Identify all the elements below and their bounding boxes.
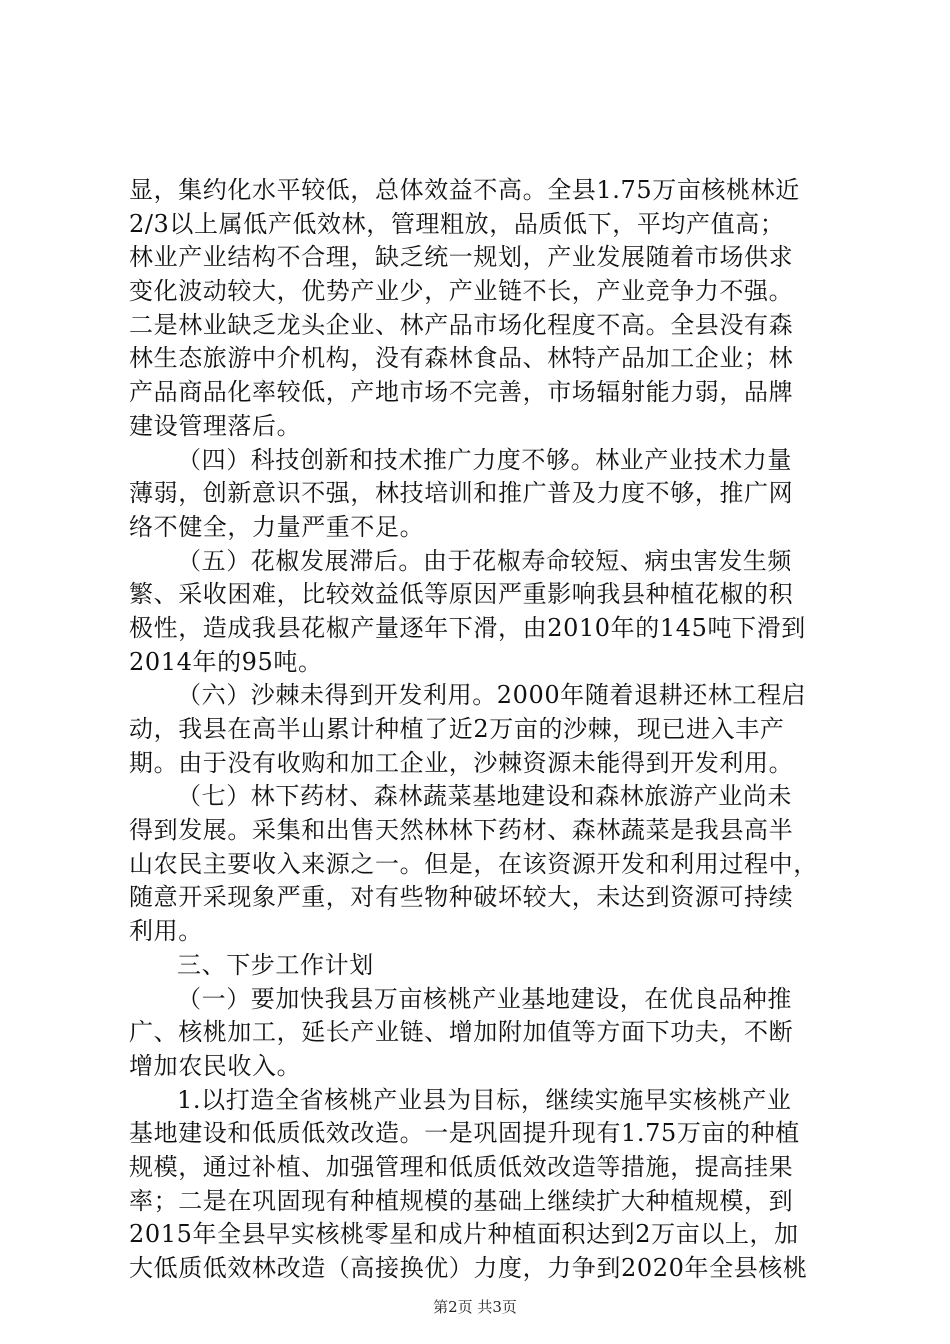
text-line: 变化波动较大，优势产业少，产业链不长，产业竞争力不强。 bbox=[129, 277, 794, 306]
text-line: 山农民主要收入来源之一。但是，在该资源开发和利用过程中， bbox=[129, 849, 818, 878]
text-line: 基地建设和低质低效改造。一是巩固提升现有1.75万亩的种植 bbox=[129, 1119, 800, 1148]
text-line: 络不健全，力量严重不足。 bbox=[129, 512, 425, 541]
document-body bbox=[129, 174, 829, 1286]
text-line: 产品商品化率较低，产地市场不完善，市场辐射能力弱，品牌 bbox=[129, 378, 794, 407]
text-line: 建设管理落后。 bbox=[129, 411, 302, 440]
text-line: 大低质低效林改造（高接换优）力度，力争到2020年全县核桃 bbox=[129, 1254, 808, 1282]
text-line: 动，我县在高半山累计种植了近2万亩的沙棘，现已进入丰产 bbox=[129, 715, 785, 743]
text-line: 显，集约化水平较低，总体效益不高。全县1.75万亩核桃林近 bbox=[129, 176, 800, 204]
text-line: 期。由于没有收购和加工企业，沙棘资源未能得到开发利用。 bbox=[129, 748, 794, 777]
text-line: 林生态旅游中介机构，没有森林食品、林特产品加工企业；林 bbox=[129, 344, 794, 373]
text-line: 二是林业缺乏龙头企业、林产品市场化程度不高。全县没有森 bbox=[129, 310, 794, 339]
text-line: 利用。 bbox=[129, 917, 203, 946]
text-line: 繁、采收困难，比较效益低等原因严重影响我县种植花椒的积 bbox=[129, 580, 794, 609]
text-line: 2014年的95吨。 bbox=[129, 647, 323, 676]
page-footer: 第2页 共3页 bbox=[433, 1298, 517, 1316]
text-line: （一）要加快我县万亩核桃产业基地建设，在优良品种推 bbox=[177, 984, 792, 1013]
text-line: 得到发展。采集和出售天然林林下药材、森林蔬菜是我县高半 bbox=[129, 816, 794, 845]
text-line: 1.以打造全省核桃产业县为目标，继续实施早实核桃产业 bbox=[177, 1085, 792, 1114]
text-line: 极性，造成我县花椒产量逐年下滑，由2010年的145吨下滑到 bbox=[129, 613, 806, 642]
text-line: 2/3以上属低产低效林，管理粗放，品质低下，平均产值高； bbox=[129, 209, 785, 238]
text-line: 2015年全县早实核桃零星和成片种植面积达到2万亩以上，加 bbox=[129, 1220, 799, 1249]
text-line: 薄弱，创新意识不强，林技培训和推广普及力度不够，推广网 bbox=[129, 479, 794, 508]
text-line: 广、核桃加工，延长产业链、增加附加值等方面下功夫，不断 bbox=[129, 1018, 794, 1047]
text-line: 率；二是在巩固现有种植规模的基础上继续扩大种植规模，到 bbox=[129, 1186, 794, 1215]
text-line: 林业产业结构不合理，缺乏统一规划，产业发展随着市场供求 bbox=[129, 243, 794, 272]
text-line: （七）林下药材、森林蔬菜基地建设和森林旅游产业尚未 bbox=[177, 782, 792, 811]
text-line: 规模，通过补植、加强管理和低质低效改造等措施，提高挂果 bbox=[129, 1152, 794, 1181]
text-line: 增加农民收入。 bbox=[129, 1051, 302, 1080]
text-line: 三、下步工作计划 bbox=[177, 950, 374, 979]
text-line: （六）沙棘未得到开发利用。2000年随着退耕还林工程启 bbox=[177, 681, 807, 710]
text-line: （四）科技创新和技术推广力度不够。林业产业技术力量 bbox=[177, 445, 792, 474]
text-line: 随意开采现象严重，对有些物种破坏较大，未达到资源可持续 bbox=[129, 883, 794, 912]
text-line: （五）花椒发展滞后。由于花椒寿命较短、病虫害发生频 bbox=[177, 546, 792, 575]
